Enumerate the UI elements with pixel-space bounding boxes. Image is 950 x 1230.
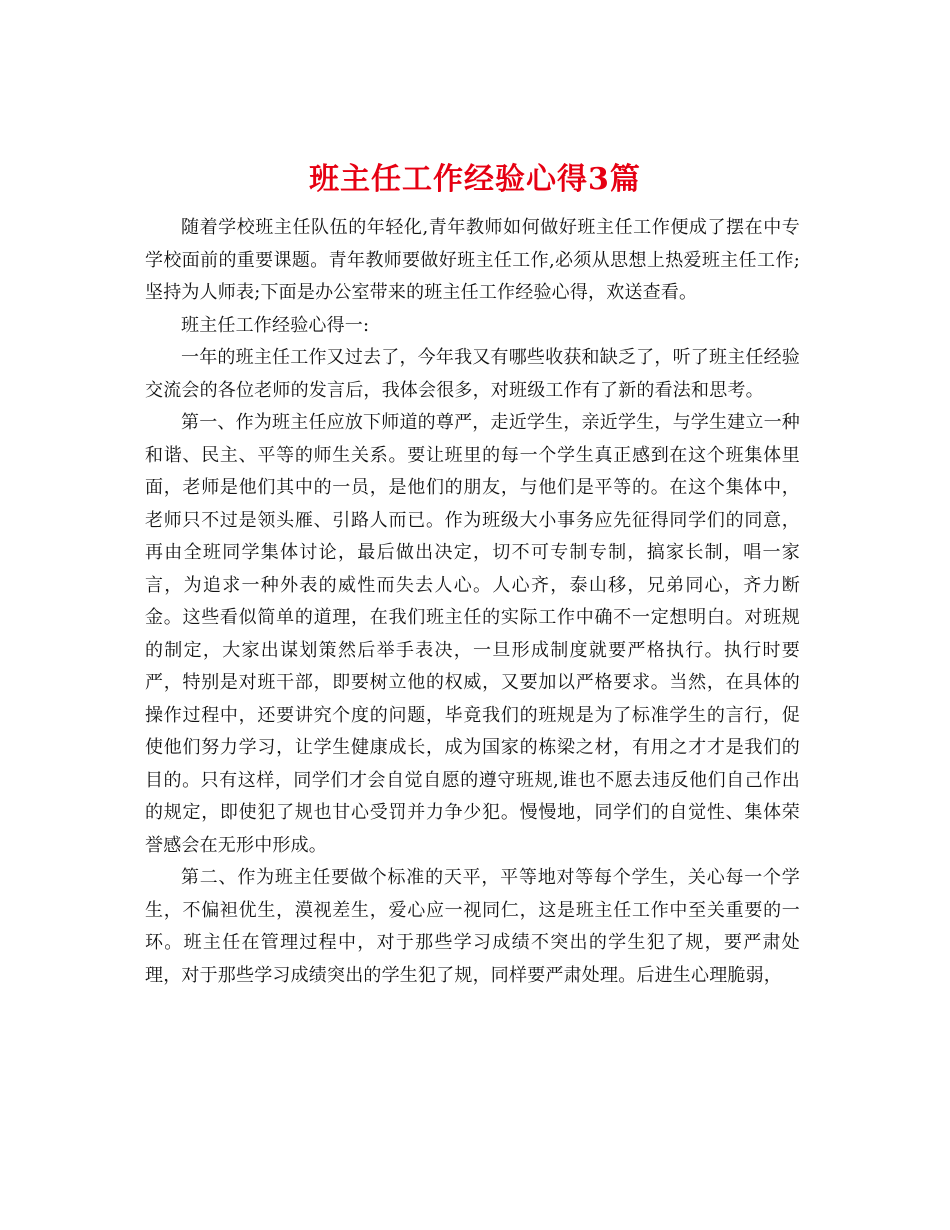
paragraph-summary: 一年的班主任工作又过去了，今年我又有哪些收获和缺乏了，听了班主任经验交流会的各位老师的发言后，我体会很多，对班级工作有了新的看法和思考。	[145, 347, 800, 401]
paragraph-second-point: 第二、作为班主任要做个标准的天平，平等地对等每个学生，关心每一个学生，不偏袒优生，漠视差生，爱心应一视同仁，这是班主任工作中至关重要的一环。班主任在管理过程中，对于那些学习成绩不突出的学生犯了规，要严肃处理，对于那些学习成绩突出的学生犯了规，同样要严肃处理。后进生心理脆弱，	[145, 867, 800, 986]
paragraph-intro: 随着学校班主任队伍的年轻化,青年教师如何做好班主任工作便成了摆在中专学校面前的重要课题。青年教师要做好班主任工作,必须从思想上热爱班主任工作;坚持为人师表;下面是办公室带来的班主任工作经验心得，欢送查看。	[145, 217, 800, 303]
document-body	[145, 212, 800, 992]
paragraph-heading-one: 班主任工作经验心得一:	[181, 314, 370, 336]
document-title: 班主任工作经验心得3篇	[309, 162, 641, 198]
paragraph-first-point: 第一、作为班主任应放下师道的尊严，走近学生，亲近学生，与学生建立一种和谐、民主、平等的师生关系。要让班里的每一个学生真正感到在这个班集体里面，老师是他们其中的一员，是他们的朋友，与他们是平等的。在这个集体中，老师只不过是领头雁、引路人而已。作为班级大小事务应先征得同学们的同意，再由全班同学集体讨论，最后做出决定，切不可专制专制，搞家长制，唱一家言，为追求一种外表的威性而失去人心。人心齐，泰山移，兄弟同心，齐力断金。这些看似简单的道理，在我们班主任的实际工作中确不一定想明白。对班规的制定，大家出谋划策然后举手表决，一旦形成制度就要严格执行。执行时要严，特别是对班干部，即要树立他的权威，又要加以严格要求。当然，在具体的操作过程中，还要讲究个度的问题，毕竟我们的班规是为了标准学生的言行，促使他们努力学习，让学生健康成长，成为国家的栋梁之材，有用之才才是我们的目的。只有这样，同学们才会自觉自愿的遵守班规,谁也不愿去违反他们自己作出的规定，即使犯了规也甘心受罚并力争少犯。慢慢地，同学们的自觉性、集体荣誉感会在无形中形成。	[145, 412, 800, 856]
